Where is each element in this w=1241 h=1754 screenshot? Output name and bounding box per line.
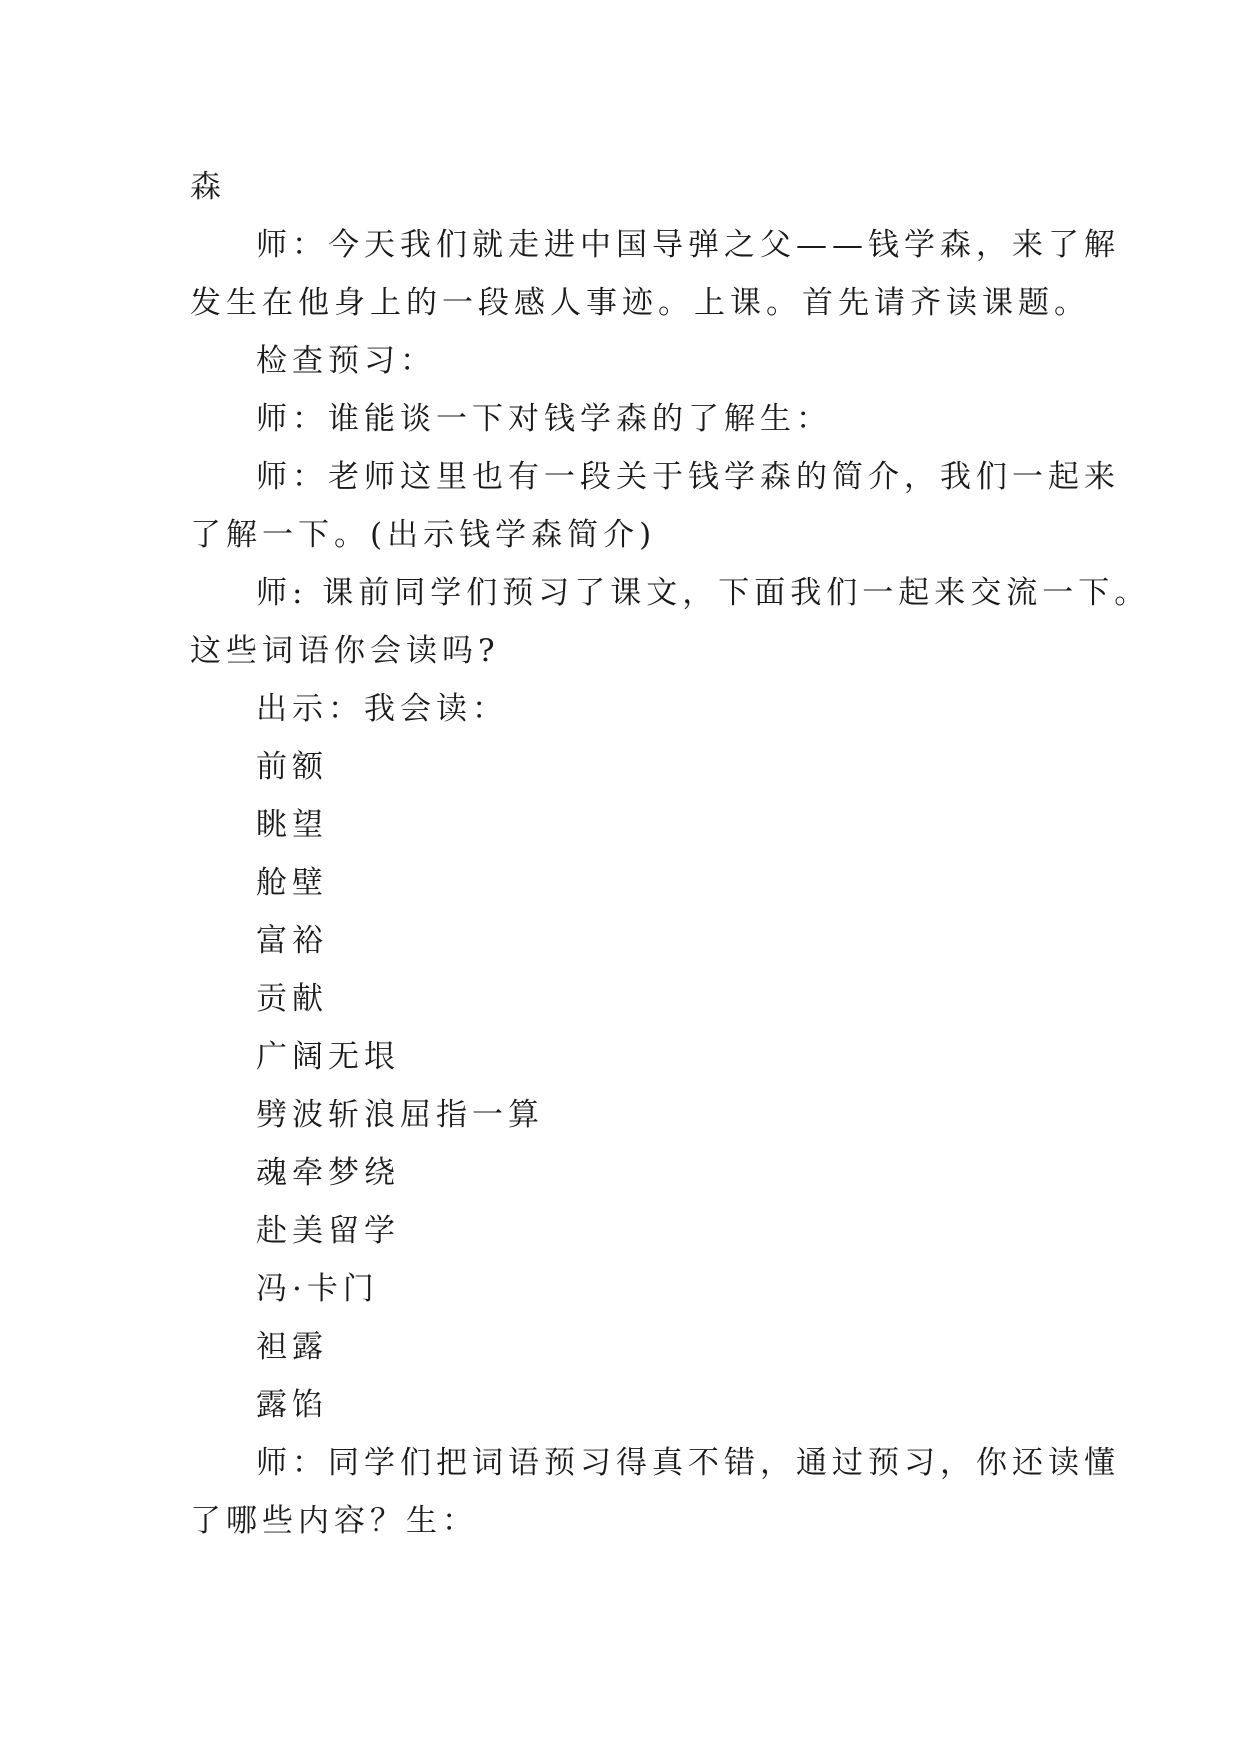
text-line: 了解一下。(出示钱学森简介) [190,517,657,553]
vocab-item: 露馅 [256,1387,328,1423]
vocab-item: 冯·卡门 [256,1271,379,1307]
text-line: 检查预习： [256,343,436,379]
text-line: 师：谁能谈一下对钱学森的了解生： [256,401,832,437]
vocab-item: 贡献 [256,981,328,1017]
text-line: 森 [190,169,226,205]
document-body [190,158,1151,1550]
text-line: 了哪些内容？生： [190,1503,478,1539]
text-line: 发生在他身上的一段感人事迹。上课。首先请齐读课题。 [190,285,1090,321]
vocab-item: 赴美留学 [256,1213,400,1249]
text-line: 出示：我会读： [256,691,508,727]
vocab-item: 舱壁 [256,865,328,901]
text-line: 师：今天我们就走进中国导弹之父——钱学森，来了解 [256,227,1120,263]
text-line: 师: 课前同学们预习了课文，下面我们一起来交流一下。 [256,575,1151,611]
vocab-item: 劈波斩浪屈指一算 [256,1097,544,1133]
vocab-item: 袒露 [256,1329,328,1365]
vocab-item: 前额 [256,749,328,785]
text-line: 这些词语你会读吗? [190,633,500,669]
vocab-item: 魂牵梦绕 [256,1155,400,1191]
vocab-item: 广阔无垠 [256,1039,400,1075]
text-line: 师：同学们把词语预习得真不错，通过预习，你还读懂 [256,1445,1120,1481]
text-line: 师：老师这里也有一段关于钱学森的简介，我们一起来 [256,459,1120,495]
vocab-item: 富裕 [256,923,328,959]
vocab-item: 眺望 [256,807,328,843]
